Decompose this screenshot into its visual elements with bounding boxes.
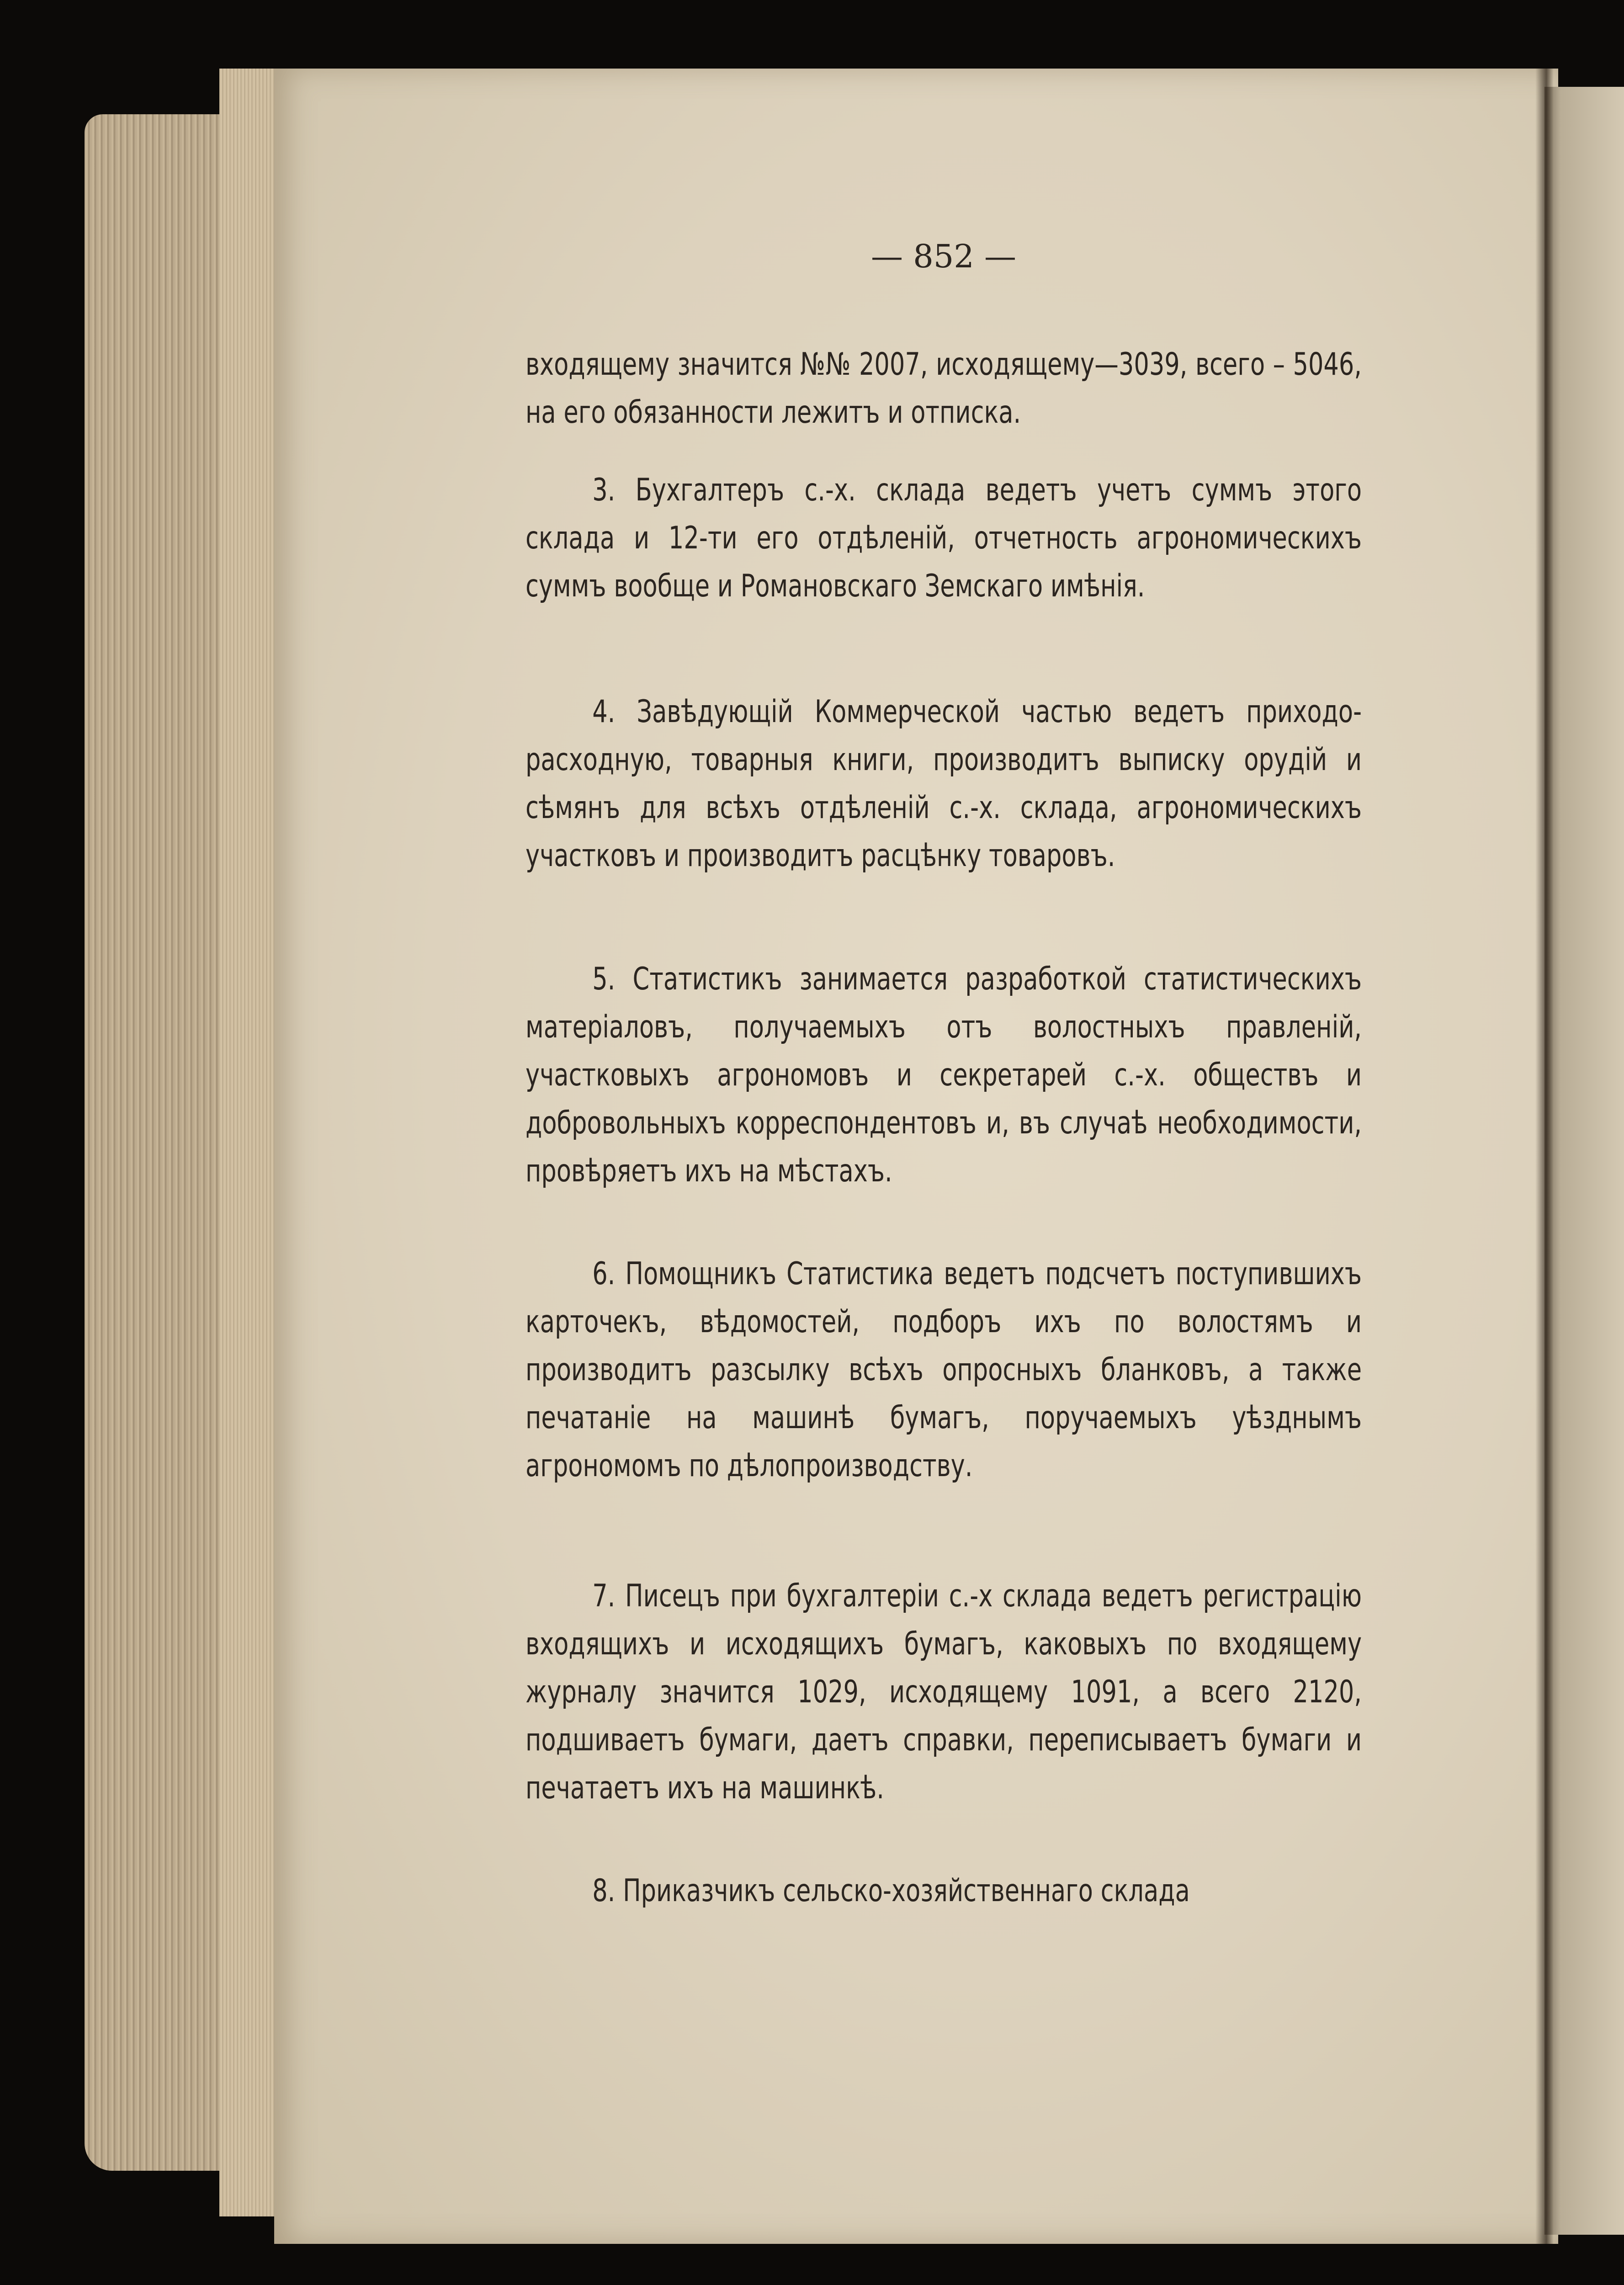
paragraph-3: 4. Завѣдующій Коммерческой частью ведетъ приходо-расходную, товарныя книги, производитъ выписку орудій и сѣмянъ для всѣхъ отдѣленій с.-х. склада, агрономическихъ участковъ и производитъ расцѣнку товаровъ. bbox=[525, 694, 1362, 874]
paragraph-6: 7. Писецъ при бухгалтеріи с.-х склада ведетъ регистрацію входящихъ и исходящихъ бумагъ, каковыхъ по входящему журналу значится 1029, исходящему 1091, а всего 2120, подшиваетъ бумаги, даетъ справки, переписываетъ бумаги и печатаетъ ихъ на машинкѣ. bbox=[525, 1578, 1362, 1806]
paragraph-7: 8. Приказчикъ сельско-хозяйственнаго склада bbox=[592, 1873, 1190, 1909]
paragraph-1: входящему значится №№ 2007, исходящему—3039, всего – 5046, на его обязанности лежитъ и отписка. bbox=[525, 346, 1362, 430]
page-number: — 852 — bbox=[870, 238, 1017, 275]
paragraph-4: 5. Статистикъ занимается разработкой статистическихъ матеріаловъ, получаемыхъ отъ волостныхъ правленій, участковыхъ агрономовъ и секретарей с.-х. обществъ и добровольныхъ корреспондентовъ и, въ случаѣ необходимости, провѣряетъ ихъ на мѣстахъ. bbox=[525, 961, 1362, 1189]
paragraph-2: 3. Бухгалтеръ с.-х. склада ведетъ учетъ суммъ этого склада и 12-ти его отдѣленій, отчетность агрономическихъ суммъ вообще и Романовскаго Земскаго имѣнія. bbox=[525, 472, 1362, 604]
book-gutter bbox=[1535, 69, 1554, 2244]
paragraph-5: 6. Помощникъ Статистика ведетъ подсчетъ поступившихъ карточекъ, вѣдомостей, подборъ ихъ по волостямъ и производитъ разсылку всѣхъ опросныхъ бланковъ, а также печатаніе на машинѣ бумагъ, поручаемыхъ уѣзднымъ агрономомъ по дѣлопроизводству. bbox=[525, 1256, 1362, 1484]
facing-page bbox=[1544, 87, 1624, 2235]
